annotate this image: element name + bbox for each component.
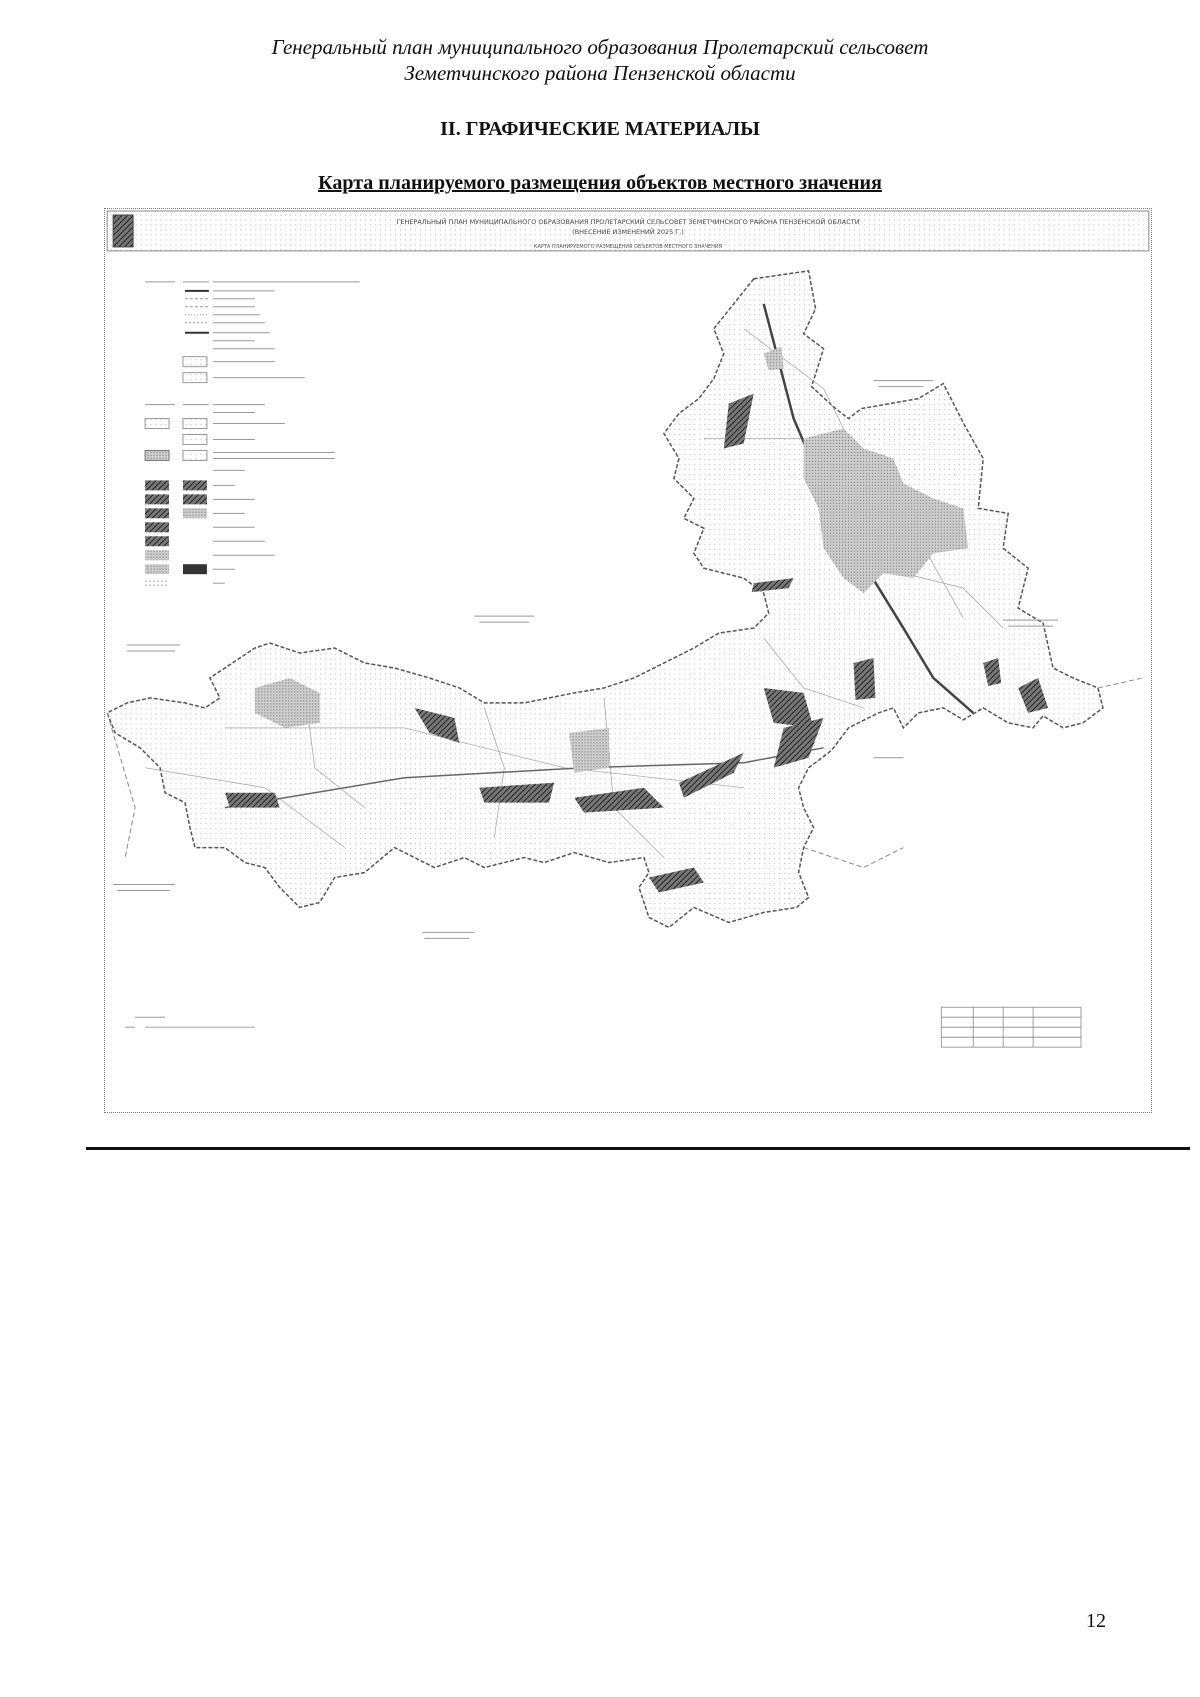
- section-title: II. ГРАФИЧЕСКИЕ МАТЕРИАЛЫ: [440, 118, 760, 140]
- map-title-block: [107, 211, 1149, 251]
- page-number: 12: [1086, 1610, 1106, 1632]
- map-legend: [145, 282, 360, 588]
- header-line-2: Земетчинского района Пензенской области: [404, 61, 796, 85]
- header-line-1: Генеральный план муниципального образования Пролетарский сельсовет: [271, 35, 929, 59]
- map-subtitle: КАРТА ПЛАНИРУЕМОГО РАЗМЕЩЕНИЯ ОБЪЕКТОВ МЕСТНОГО ЗНАЧЕНИЯ: [533, 243, 723, 250]
- map-image: [105, 209, 1151, 1112]
- document-header: [0, 34, 1200, 86]
- map-notes: [125, 1017, 255, 1027]
- map-title-line-1: ГЕНЕРАЛЬНЫЙ ПЛАН МУНИЦИПАЛЬНОГО ОБРАЗОВАНИЯ ПРОЛЕТАРСКИЙ СЕЛЬСОВЕТ ЗЕМЕТЧИНСКОГО РАЙОНА ПЕНЗЕНСКОЙ ОБЛАСТИ: [396, 217, 860, 226]
- map-figure: [104, 208, 1152, 1113]
- coat-of-arms-emblem: [113, 215, 133, 247]
- territory-map: [107, 271, 1143, 939]
- divider-line: [86, 1147, 1190, 1150]
- map-title-line-2: (ВНЕСЕНИЕ ИЗМЕНЕНИЙ 2025 Г.): [572, 227, 684, 236]
- map-caption: Карта планируемого размещения объектов местного значения: [318, 172, 882, 194]
- map-stamp-table: [941, 1007, 1081, 1047]
